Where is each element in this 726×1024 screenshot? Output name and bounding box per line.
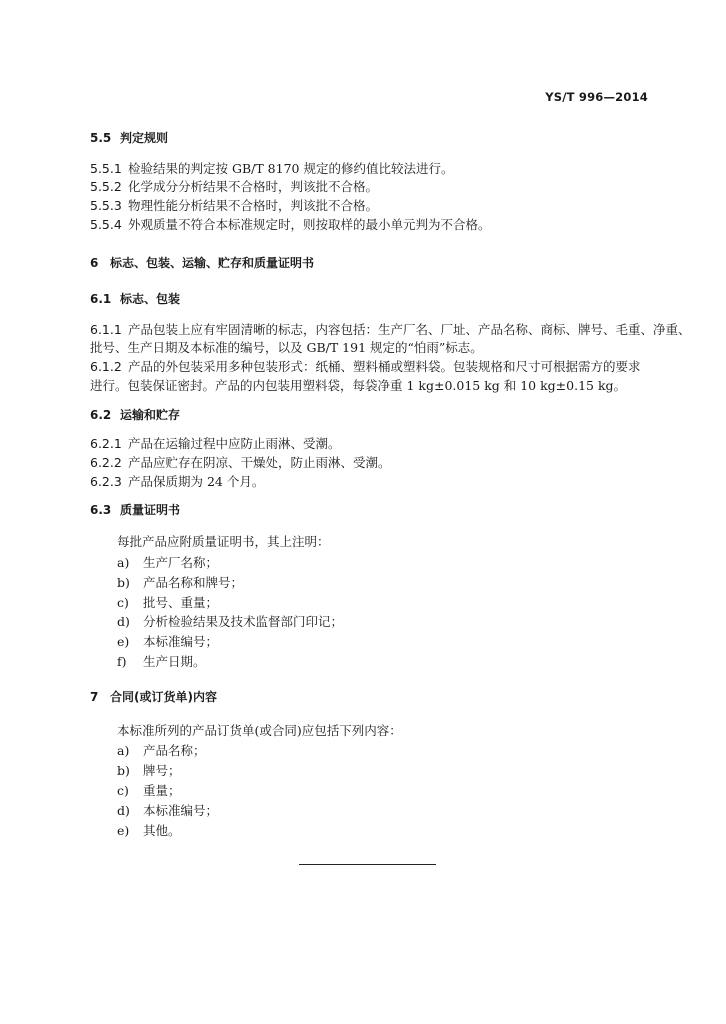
quality-certificate-intro: 每批产品应附质量证明书，其上注明： (117, 534, 330, 549)
list-item (117, 744, 206, 758)
list-item (117, 824, 181, 838)
section-number: 6.1 (90, 292, 112, 306)
section-title: 质量证明书 (120, 503, 181, 517)
clause-text: 产品保质期为 24 个月。 (128, 474, 265, 489)
clause-6-1-2-line-2 (90, 379, 626, 393)
clause-6-2-2 (90, 456, 391, 470)
clause-5-5-4 (90, 218, 491, 232)
list-item-text: 其他。 (143, 823, 181, 838)
section-title: 运输和贮存 (120, 408, 181, 422)
list-item-text: 生产日期。 (143, 654, 206, 669)
section-title: 标志、包装 (120, 292, 181, 306)
section-number: 6 (90, 256, 99, 270)
clause-text: 批号、生产日期及本标准的编号，以及 GB/T 191 规定的“怕雨”标志。 (90, 340, 483, 355)
list-item (117, 635, 218, 649)
clause-number: 6.1.2 (90, 359, 122, 374)
section-number: 6.3 (90, 503, 112, 517)
section-title: 标志、包装、运输、贮存和质量证明书 (110, 256, 315, 270)
clause-text: 产品应贮存在阴凉、干燥处，防止雨淋、受潮。 (128, 455, 391, 470)
list-item (117, 556, 218, 570)
clause-6-1-1-line-1 (90, 323, 691, 337)
clause-text: 产品的外包装采用多种包装形式：纸桶、塑料桶或塑料袋。包装规格和尺寸可根据需方的要求 (128, 359, 641, 374)
section-6-2-heading (90, 408, 180, 422)
contract-intro: 本标准所列的产品订货单(或合同)应包括下列内容： (117, 723, 402, 738)
list-item-label: b) (117, 575, 130, 590)
list-item (117, 764, 181, 778)
list-item (117, 804, 218, 818)
list-item-label: e) (117, 634, 130, 649)
list-item-label: d) (117, 614, 130, 629)
section-number: 7 (90, 690, 99, 704)
section-title: 判定规则 (120, 131, 169, 145)
clause-number: 6.2.2 (90, 455, 122, 470)
list-item-text: 产品名称和牌号； (143, 575, 244, 590)
clause-6-2-3 (90, 475, 264, 489)
clause-5-5-2 (90, 180, 378, 194)
clause-number: 5.5.3 (90, 198, 122, 213)
section-title: 合同(或订货单)内容 (110, 690, 217, 704)
list-item-label: c) (117, 783, 129, 798)
list-item-label: d) (117, 803, 130, 818)
clause-text: 产品包装上应有牢固清晰的标志，内容包括：生产厂名、厂址、产品名称、商标、牌号、毛重、净重、 (128, 322, 691, 337)
list-item (117, 576, 243, 590)
list-item-label: c) (117, 595, 129, 610)
section-7-heading (90, 690, 217, 704)
list-item-text: 生产厂名称； (143, 555, 219, 570)
list-item (117, 615, 343, 629)
list-item (117, 596, 218, 610)
clause-text: 外观质量不符合本标准规定时，则按取样的最小单元判为不合格。 (128, 217, 491, 232)
list-item-text: 本标准编号； (143, 634, 219, 649)
clause-6-1-1-line-2 (90, 341, 483, 355)
section-6-1-heading (90, 292, 180, 306)
clause-number: 6.2.1 (90, 436, 122, 451)
list-item-text: 批号、重量； (143, 595, 219, 610)
clause-number: 5.5.4 (90, 217, 122, 232)
clause-number: 6.1.1 (90, 322, 122, 337)
clause-number: 6.2.3 (90, 474, 122, 489)
list-item (117, 784, 181, 798)
section-number: 6.2 (90, 408, 112, 422)
end-of-document-rule (299, 864, 436, 865)
clause-5-5-3 (90, 199, 378, 213)
section-6-3-heading (90, 503, 180, 517)
list-item (117, 655, 206, 669)
list-item-label: e) (117, 823, 130, 838)
section-number: 5.5 (90, 131, 112, 145)
clause-6-2-1 (90, 437, 341, 451)
list-item-text: 牌号； (143, 763, 181, 778)
clause-text: 物理性能分析结果不合格时，判该批不合格。 (128, 198, 379, 213)
clause-number: 5.5.2 (90, 179, 122, 194)
clause-number: 5.5.1 (90, 161, 122, 176)
section-6-heading (90, 256, 314, 270)
list-item-label: a) (117, 555, 130, 570)
list-item-label: b) (117, 763, 130, 778)
list-item-text: 重量； (143, 783, 181, 798)
list-item-text: 本标准编号； (143, 803, 219, 818)
clause-text: 检验结果的判定按 GB/T 8170 规定的修约值比较法进行。 (128, 161, 454, 176)
list-item-label: f) (117, 654, 127, 669)
list-item-text: 分析检验结果及技术监督部门印记； (143, 614, 344, 629)
list-item-text: 产品名称； (143, 743, 206, 758)
standard-code: YS/T 996—2014 (545, 90, 648, 104)
clause-text: 进行。包装保证密封。产品的内包装用塑料袋，每袋净重 1 kg±0.015 kg 和 10 kg±0.15 kg。 (90, 378, 627, 393)
section-5-5-heading (90, 131, 168, 145)
clause-5-5-1 (90, 162, 453, 176)
clause-text: 化学成分分析结果不合格时，判该批不合格。 (128, 179, 379, 194)
list-item-label: a) (117, 743, 130, 758)
clause-6-1-2-line-1 (90, 360, 641, 374)
clause-text: 产品在运输过程中应防止雨淋、受潮。 (128, 436, 341, 451)
